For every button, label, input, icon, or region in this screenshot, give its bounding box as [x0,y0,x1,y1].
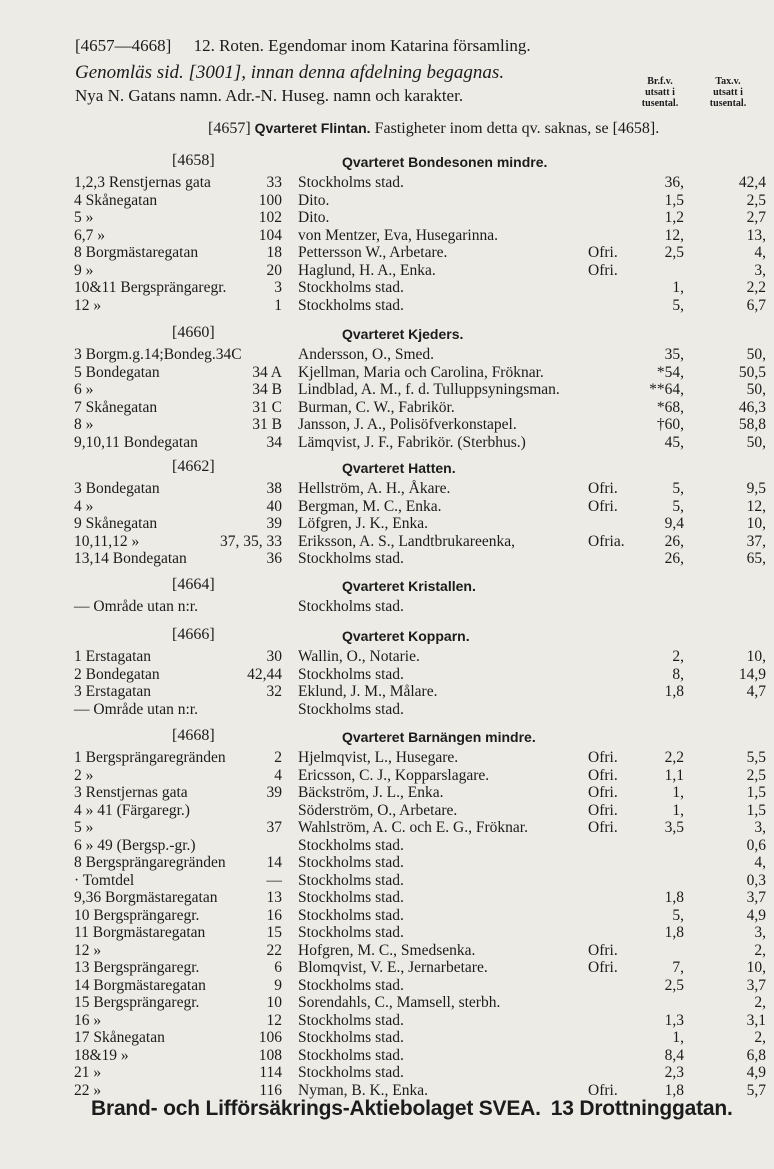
table-row [0,227,774,245]
brandforsakring-value-cell: **64, [649,381,684,398]
block-number: [4657] [208,120,251,137]
property-block [0,574,774,616]
taxering-value-cell: 37, [746,532,766,550]
owner-cell: Kjellman, Maria och Carolina, Fröknar. [298,363,544,381]
table-row [0,533,774,551]
owner-cell: Wahlström, A. C. och E. G., Fröknar. [298,819,528,836]
owner-cell: Stockholms stad. [298,854,404,871]
address-cell: 8 Bergsprängaregränden [74,854,226,871]
brandforsakring-value-cell: *54, [656,363,684,381]
table-row [0,209,774,227]
table-row [0,701,774,719]
taxering-value-cell: 4,9 [746,906,766,924]
taxering-value-cell: 1,5 [746,784,766,801]
table-row [0,924,774,942]
first-block [208,120,659,138]
number-cell: 6 [274,959,282,976]
brandforsakring-value-cell: 8,4 [664,1046,684,1064]
brandforsakring-value-cell: 5, [672,480,684,497]
property-block [0,624,774,718]
taxering-value-cell: 50, [746,346,766,363]
address-cell: 4 » [74,497,94,515]
owner-cell: Wallin, O., Notarie. [298,648,420,665]
number-cell: 22 [266,941,282,959]
owner-cell: Andersson, O., Smed. [298,346,435,363]
number-cell: 108 [258,1046,282,1064]
address-cell: 7 Skånegatan [74,398,158,416]
address-cell: 21 » [74,1064,102,1081]
block-heading [0,574,774,598]
taxering-value-cell: 2, [754,994,766,1011]
address-cell: 18&19 » [74,1046,129,1064]
number-cell: 20 [266,261,282,279]
address-cell: 2 Bondegatan [74,665,160,683]
taxering-value-cell: 3,7 [746,889,766,906]
page-title: 12. Roten. Egendomar inom Katarina församling. [193,36,531,55]
number-cell: 14 [266,854,282,871]
owner-cell: Bergman, M. C., Enka. [298,497,442,515]
table-row [0,346,774,364]
owner-cell: Blomqvist, V. E., Jernarbetare. [298,959,488,976]
owner-cell: Haglund, H. A., Enka. [298,261,436,279]
owner-cell: Dito. [298,209,330,226]
owner-cell: Lämqvist, J. F., Fabrikör. (Sterbhus.) [298,433,526,451]
address-cell: 1 Erstagatan [74,648,152,665]
table-row [0,598,774,616]
block-name: Qvarteret Barnängen mindre. [342,729,536,745]
number-cell: 31 B [252,416,282,433]
owner-cell: Stockholms stad. [298,174,404,191]
owner-cell: Hofgren, M. C., Smedsenka. [298,941,476,959]
address-cell: 15 Bergsprängaregr. [74,994,200,1011]
table-row [0,381,774,399]
address-cell: 9 » [74,261,94,279]
brandforsakring-value-cell: 5, [672,497,684,515]
table-row [0,550,774,568]
table-row [0,819,774,837]
columns-description: Nya N. Gatans namn. Adr.-N. Huseg. namn och karakter. [75,86,464,105]
table-row [0,767,774,785]
address-cell: 12 » [74,941,102,959]
brandforsakring-value-cell: 8, [672,665,684,683]
brandforsakring-value-cell: 1, [672,1029,684,1046]
brandforsakring-value-cell: 1, [672,784,684,801]
taxering-value-cell: 2,5 [746,766,766,784]
page-range: [4657—4668] [75,36,172,55]
number-cell: 36 [266,550,282,567]
address-cell: 17 Skånegatan [74,1029,165,1046]
address-cell: 9 Skånegatan [74,515,158,532]
brandforsakring-value-cell: 1, [672,801,684,819]
block-name: Qvarteret Kjeders. [342,326,464,342]
taxering-value-cell: 50,5 [738,363,766,381]
ofri-cell: Ofri. [588,749,618,766]
table-row [0,907,774,925]
number-cell: 104 [258,226,282,244]
taxering-value-cell: 4, [754,854,766,871]
taxering-value-cell: 2,7 [746,209,766,226]
brandforsakring-value-cell: 1,5 [664,191,684,209]
table-row [0,942,774,960]
table-row [0,262,774,280]
taxering-value-cell: 6,7 [746,296,766,314]
address-cell: — Område utan n:r. [74,598,198,615]
owner-cell: Bäckström, J. L., Enka. [298,784,444,801]
owner-cell: Stockholms stad. [298,889,404,906]
taxering-value-cell: 42,4 [738,174,766,191]
taxering-value-cell: 50, [746,433,766,451]
owner-cell: Hellström, A. H., Åkare. [298,480,451,497]
taxering-value-cell: 3,7 [746,976,766,994]
number-cell: 102 [258,209,282,226]
taxering-value-cell: 2,5 [746,191,766,209]
number-cell: 30 [266,648,282,665]
owner-cell: Stockholms stad. [298,1029,404,1046]
taxering-value-cell: 0,3 [746,871,766,889]
address-cell: 3 Erstagatan [74,683,152,700]
number-cell: 114 [259,1064,282,1081]
taxering-value-cell: 0,6 [746,836,766,854]
block-name: Qvarteret Kopparn. [342,628,470,644]
address-cell: 3 Bondegatan [74,480,160,497]
owner-cell: Sorendahls, C., Mamsell, sterbh. [298,994,501,1011]
table-row [0,802,774,820]
address-cell: 8 » [74,416,94,433]
address-cell: 9,36 Borgmästaregatan [74,889,218,906]
brandforsakring-value-cell: 1,8 [664,1081,684,1099]
address-cell: 4 » 41 (Färgaregr.) [74,801,190,819]
taxering-value-cell: 13, [746,226,766,244]
brandforsakring-value-cell: 35, [664,346,684,363]
number-cell: 42,44 [247,665,282,683]
table-row [0,749,774,767]
brandforsakring-value-cell: 1,8 [664,889,684,906]
brandforsakring-value-cell: 1,2 [664,209,684,226]
owner-cell: Stockholms stad. [298,296,404,314]
owner-cell: Stockholms stad. [298,700,404,718]
address-cell: 8 Borgmästaregatan [74,244,199,261]
page-subtitle: Genomläs sid. [3001], innan denna afdelning begagnas. [75,62,505,83]
owner-cell: Stockholms stad. [298,665,404,683]
block-note: Fastigheter inom detta qv. saknas, se [4658]. [374,120,660,137]
address-cell: 1 Bergsprängaregränden [74,749,226,766]
owner-cell: Stockholms stad. [298,871,404,889]
table-row [0,480,774,498]
address-cell: 6,7 » [74,226,105,244]
table-row [0,666,774,684]
block-number: [4668] [172,727,215,744]
taxering-value-cell: 50, [746,381,766,398]
number-cell: 15 [266,924,282,941]
owner-cell: Stockholms stad. [298,1011,404,1029]
table-row [0,837,774,855]
number-cell: 106 [258,1029,282,1046]
table-row [0,1029,774,1047]
table-row [0,244,774,262]
address-cell: 14 Borgmästaregatan [74,976,206,994]
address-cell: 6 » 49 (Bergsp.-gr.) [74,836,196,854]
address-cell: 6 » [74,381,94,398]
ofri-cell: Ofri. [588,497,618,515]
table-row [0,192,774,210]
number-cell: 34 B [252,381,282,398]
block-name: Qvarteret Flintan. [254,120,371,136]
brandforsakring-value-cell: 36, [664,174,684,191]
number-cell: 34 [266,433,282,451]
brandforsakring-value-cell: 3,5 [664,819,684,836]
table-row [0,959,774,977]
taxering-value-cell: 2,2 [746,279,766,296]
table-row [0,297,774,315]
brandforsakring-value-cell: 2,5 [664,976,684,994]
table-row [0,1064,774,1082]
address-cell: 22 » [74,1081,102,1099]
taxering-value-cell: 2, [754,1029,766,1046]
owner-cell: Stockholms stad. [298,1064,404,1081]
number-cell: 2 [274,749,282,766]
address-cell: 3 Borgm.g.14;Bondeg.34C [74,346,242,363]
address-cell: 16 » [74,1011,102,1029]
owner-cell: Stockholms stad. [298,550,404,567]
brandforsakring-value-cell: 5, [672,906,684,924]
address-cell: — Område utan n:r. [74,700,198,718]
owner-cell: Stockholms stad. [298,976,404,994]
taxering-value-cell: 3, [754,819,766,836]
taxering-value-cell: 10, [746,515,766,532]
owner-cell: Stockholms stad. [298,1046,404,1064]
block-heading [0,150,774,174]
footer-company: Brand- och Lifförsäkrings-Aktiebolaget SVEA. [91,1097,541,1120]
address-cell: 5 » [74,209,94,226]
address-cell: 5 » [74,819,94,836]
table-row [0,872,774,890]
column-head-brfv: Br.f.v. utsatt i tusental. [641,76,679,109]
block-number: [4660] [172,324,215,341]
taxering-value-cell: 3,1 [746,1011,766,1029]
table-row [0,279,774,297]
taxering-value-cell: 6,8 [746,1046,766,1064]
number-cell: 37, 35, 33 [220,532,282,550]
block-name: Qvarteret Hatten. [342,460,456,476]
number-cell: 39 [266,515,282,532]
brandforsakring-value-cell: 1,8 [664,924,684,941]
number-cell: 4 [274,766,282,784]
brandforsakring-value-cell: 1,1 [664,766,684,784]
number-cell: 100 [258,191,282,209]
taxering-value-cell: 3, [754,924,766,941]
ofri-cell: Ofri. [588,244,618,261]
owner-cell: Löfgren, J. K., Enka. [298,515,428,532]
owner-cell: Lindblad, A. M., f. d. Tulluppsyningsman. [298,381,560,398]
block-name: Qvarteret Bondesonen mindre. [342,154,548,170]
taxering-value-cell: 4, [754,244,766,261]
taxering-value-cell: 10, [746,959,766,976]
owner-cell: Eklund, J. M., Målare. [298,683,438,700]
ofri-cell: Ofria. [588,532,625,550]
owner-cell: Stockholms stad. [298,906,404,924]
table-row [0,648,774,666]
number-cell: 10 [266,994,282,1011]
brandforsakring-value-cell: 1, [672,279,684,296]
table-row [0,416,774,434]
address-cell: 2 » [74,766,94,784]
ofri-cell: Ofri. [588,819,618,836]
owner-cell: Nyman, B. K., Enka. [298,1081,429,1099]
number-cell: 37 [266,819,282,836]
owner-cell: Dito. [298,191,330,209]
column-head-taxv: Tax.v. utsatt i tusental. [709,76,747,109]
brandforsakring-value-cell: 2,2 [664,749,684,766]
property-block [0,322,774,451]
address-cell: 13 Bergsprängaregr. [74,959,200,976]
address-cell: 4 Skånegatan [74,191,158,209]
table-row [0,399,774,417]
property-block [0,456,774,568]
owner-cell: Stockholms stad. [298,598,404,615]
brandforsakring-value-cell: 2, [672,648,684,665]
address-cell: 11 Borgmästaregatan [74,924,206,941]
brandforsakring-value-cell: 26, [664,550,684,567]
block-number: [4666] [172,626,215,643]
taxering-value-cell: 4,9 [746,1064,766,1081]
ofri-cell: Ofri. [588,480,618,497]
ofri-cell: Ofri. [588,784,618,801]
owner-cell: Eriksson, A. S., Landtbrukareenka, [298,532,515,550]
taxering-value-cell: 65, [746,550,766,567]
taxering-value-cell: 3, [754,261,766,279]
table-row [0,994,774,1012]
ofri-cell: Ofri. [588,941,618,959]
table-row [0,1012,774,1030]
number-cell: 31 C [252,398,282,416]
owner-cell: Hjelmqvist, L., Husegare. [298,749,459,766]
address-cell: 1,2,3 Renstjernas gata [74,174,211,191]
number-cell: 39 [266,784,282,801]
table-row [0,364,774,382]
owner-cell: Stockholms stad. [298,836,404,854]
number-cell: 16 [266,906,282,924]
address-cell: 3 Renstjernas gata [74,784,188,801]
number-cell: 9 [274,976,282,994]
block-number: [4662] [172,458,215,475]
number-cell: 33 [266,174,282,191]
taxering-value-cell: 14,9 [738,665,766,683]
taxering-value-cell: 12, [746,497,766,515]
address-cell: · Tomtdel [74,871,135,889]
owner-cell: von Mentzer, Eva, Husegarinna. [298,226,498,244]
number-cell: 3 [274,279,282,296]
taxering-value-cell: 9,5 [746,480,766,497]
block-heading [0,322,774,346]
number-cell: 13 [266,889,282,906]
block-heading [0,725,774,749]
address-cell: 13,14 Bondegatan [74,550,187,567]
brandforsakring-value-cell: 5, [672,296,684,314]
table-row [0,854,774,872]
block-number: [4658] [172,152,215,169]
brandforsakring-value-cell: 12, [664,226,684,244]
table-row [0,174,774,192]
number-cell: 12 [266,1011,282,1029]
brandforsakring-value-cell: 1,8 [664,683,684,700]
ofri-cell: Ofri. [588,766,618,784]
brandforsakring-value-cell: 9,4 [664,515,684,532]
table-row [0,784,774,802]
address-cell: 10 Bergsprängaregr. [74,906,200,924]
ofri-cell: Ofri. [588,261,618,279]
table-row [0,889,774,907]
block-name: Qvarteret Kristallen. [342,578,476,594]
taxering-value-cell: 1,5 [746,801,766,819]
table-row [0,1047,774,1065]
table-row [0,498,774,516]
owner-cell: Stockholms stad. [298,924,404,941]
owner-cell: Ericsson, C. J., Kopparslagare. [298,766,490,784]
owner-cell: Burman, C. W., Fabrikör. [298,398,455,416]
ofri-cell: Ofri. [588,1081,618,1099]
ofri-cell: Ofri. [588,959,618,976]
address-cell: 9,10,11 Bondegatan [74,433,198,451]
number-cell: 18 [266,244,282,261]
taxering-value-cell: 10, [746,648,766,665]
table-row [0,515,774,533]
brandforsakring-value-cell: 1,3 [664,1011,684,1029]
property-block [0,725,774,1099]
brandforsakring-value-cell: 2,5 [664,244,684,261]
taxering-value-cell: 2, [754,941,766,959]
address-cell: 12 » [74,296,102,314]
owner-cell: Stockholms stad. [298,279,404,296]
brandforsakring-value-cell: †60, [656,416,684,433]
block-heading [0,456,774,480]
block-number: [4664] [172,576,215,593]
footer-advert [91,1097,733,1121]
brandforsakring-value-cell: 2,3 [664,1064,684,1081]
taxering-value-cell: 5,7 [746,1081,766,1099]
number-cell: 32 [266,683,282,700]
address-cell: 5 Bondegatan [74,363,160,381]
address-cell: 10&11 Bergsprängaregr. [74,279,227,296]
table-row [0,683,774,701]
taxering-value-cell: 46,3 [738,398,766,416]
owner-cell: Söderström, O., Arbetare. [298,801,458,819]
number-cell: 1 [274,296,282,314]
brandforsakring-value-cell: 7, [672,959,684,976]
page-header [75,36,531,56]
brandforsakring-value-cell: 26, [664,532,684,550]
footer-address: 13 Drottninggatan. [550,1097,733,1120]
owner-cell: Pettersson W., Arbetare. [298,244,448,261]
block-heading [0,624,774,648]
number-cell: 34 A [252,363,282,381]
owner-cell: Jansson, J. A., Polisöfverkonstapel. [298,416,517,433]
brandforsakring-value-cell: 45, [664,433,684,451]
taxering-value-cell: 5,5 [746,749,766,766]
number-cell: — [266,871,282,889]
address-cell: 10,11,12 » [74,532,140,550]
number-cell: 38 [266,480,282,497]
taxering-value-cell: 58,8 [738,416,766,433]
taxering-value-cell: 4,7 [746,683,766,700]
brandforsakring-value-cell: *68, [656,398,684,416]
ofri-cell: Ofri. [588,801,618,819]
number-cell: 40 [266,497,282,515]
table-row [0,434,774,452]
table-row [0,977,774,995]
number-cell: 116 [259,1081,282,1099]
property-block [0,150,774,314]
